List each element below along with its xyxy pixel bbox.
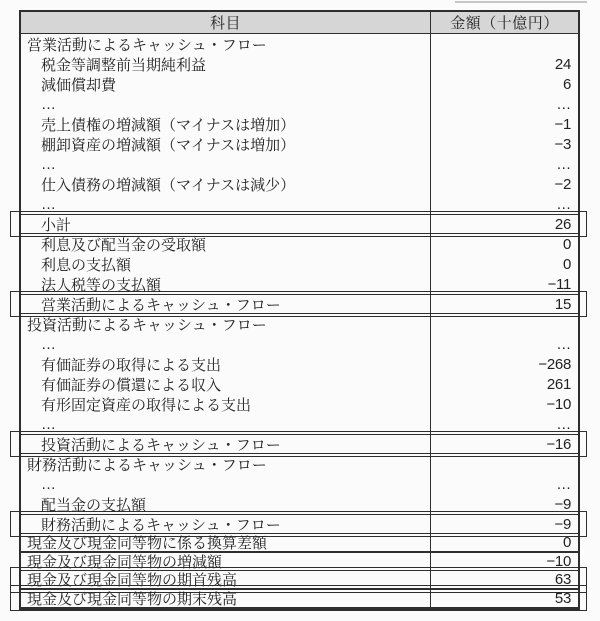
item-cell: 税金等調整前当期純利益 <box>41 56 207 74</box>
amount-cell: 26 <box>430 215 578 233</box>
item-cell: 営業活動によるキャッシュ・フロー <box>41 296 281 313</box>
item-cell: 財務活動によるキャッシュ・フロー <box>41 516 281 533</box>
table-row <box>21 414 578 434</box>
table-row <box>21 94 578 114</box>
item-cell: 利息の支払額 <box>41 256 132 274</box>
item-cell: 財務活動によるキャッシュ・フロー <box>27 456 267 474</box>
table-row <box>21 514 578 534</box>
amount-cell: … <box>430 414 578 434</box>
amount-cell: 0 <box>430 534 578 552</box>
table-row <box>21 214 578 234</box>
amount-cell: −10 <box>430 552 578 570</box>
item-cell: 有価証券の償還による収入 <box>41 376 222 394</box>
table-row <box>21 294 578 314</box>
table-row <box>21 551 578 571</box>
col-header-item: 科目 <box>209 15 241 32</box>
table-row <box>21 194 578 214</box>
amount-cell: −3 <box>430 134 578 154</box>
amount-cell <box>430 454 578 474</box>
item-cell: 現金及び現金同等物の期首残高 <box>27 572 238 589</box>
table-row <box>21 54 578 74</box>
table-row <box>21 354 578 374</box>
item-cell: … <box>41 155 56 173</box>
table-row <box>21 274 578 294</box>
cash-flow-table <box>19 10 580 610</box>
amount-cell: 15 <box>430 295 578 313</box>
table-row <box>21 374 578 394</box>
table-header-row <box>21 12 578 34</box>
item-cell: 現金及び現金同等物の期末残高 <box>27 590 238 607</box>
amount-cell: 0 <box>430 234 578 254</box>
col-header-amount: 金額（十億円） <box>430 12 578 33</box>
cropped-content-line <box>455 1 587 3</box>
item-cell: … <box>41 95 56 113</box>
table-row <box>21 334 578 354</box>
item-cell: 現金及び現金同等物の増減額 <box>27 553 223 570</box>
amount-cell: … <box>430 154 578 174</box>
amount-cell <box>430 314 578 334</box>
item-cell: 配当金の支払額 <box>41 496 147 514</box>
table-row <box>21 114 578 134</box>
amount-cell: −2 <box>430 174 578 194</box>
table-row <box>21 494 578 514</box>
amount-cell: 261 <box>430 374 578 394</box>
table-row <box>21 434 578 454</box>
table-row <box>21 74 578 94</box>
item-cell: 営業活動によるキャッシュ・フロー <box>27 36 267 54</box>
amount-cell: −268 <box>430 354 578 374</box>
item-cell: 小計 <box>41 216 72 233</box>
item-cell: 売上債権の増減額（マイナスは増加） <box>41 116 296 134</box>
table-row <box>21 454 578 474</box>
table-row <box>21 234 578 254</box>
item-cell: 投資活動によるキャッシュ・フロー <box>41 436 281 453</box>
table-row <box>21 134 578 154</box>
amount-cell: … <box>430 334 578 354</box>
amount-cell: 24 <box>430 54 578 74</box>
amount-cell: −9 <box>430 515 578 533</box>
amount-cell: 0 <box>430 254 578 274</box>
table-body <box>21 34 578 608</box>
item-cell: 投資活動によるキャッシュ・フロー <box>27 316 267 334</box>
amount-cell: −10 <box>430 394 578 414</box>
table-row <box>21 254 578 274</box>
table-row <box>21 34 578 54</box>
item-cell: 減価償却費 <box>41 76 117 94</box>
item-cell: 有形固定資産の取得による支出 <box>41 396 252 414</box>
item-cell: 現金及び現金同等物に係る換算差額 <box>27 535 268 552</box>
amount-cell: … <box>430 474 578 494</box>
item-cell: … <box>41 195 56 213</box>
item-cell: 仕入債務の増減額（マイナスは減少） <box>41 176 296 194</box>
amount-cell: −1 <box>430 114 578 134</box>
table-row <box>21 394 578 414</box>
item-cell: 利息及び配当金の受取額 <box>41 236 207 254</box>
amount-cell: 6 <box>430 74 578 94</box>
amount-cell <box>430 34 578 54</box>
item-cell: … <box>41 335 56 353</box>
table-row <box>21 474 578 494</box>
table-row <box>21 314 578 334</box>
item-cell: … <box>41 415 56 433</box>
amount-cell: … <box>430 194 578 214</box>
item-cell: 棚卸資産の増減額（マイナスは増加） <box>41 136 296 154</box>
table-row <box>21 570 578 590</box>
amount-cell: 53 <box>430 589 578 607</box>
item-cell: 有価証券の取得による支出 <box>41 356 222 374</box>
amount-cell: −11 <box>430 274 578 294</box>
table-row <box>21 588 578 608</box>
amount-cell: −9 <box>430 494 578 514</box>
item-cell: … <box>41 475 56 493</box>
amount-cell: 63 <box>430 571 578 589</box>
item-cell: 法人税等の支払額 <box>41 276 162 294</box>
amount-cell: −16 <box>430 435 578 453</box>
table-row <box>21 533 578 553</box>
table-row <box>21 154 578 174</box>
table-row <box>21 174 578 194</box>
amount-cell: … <box>430 94 578 114</box>
